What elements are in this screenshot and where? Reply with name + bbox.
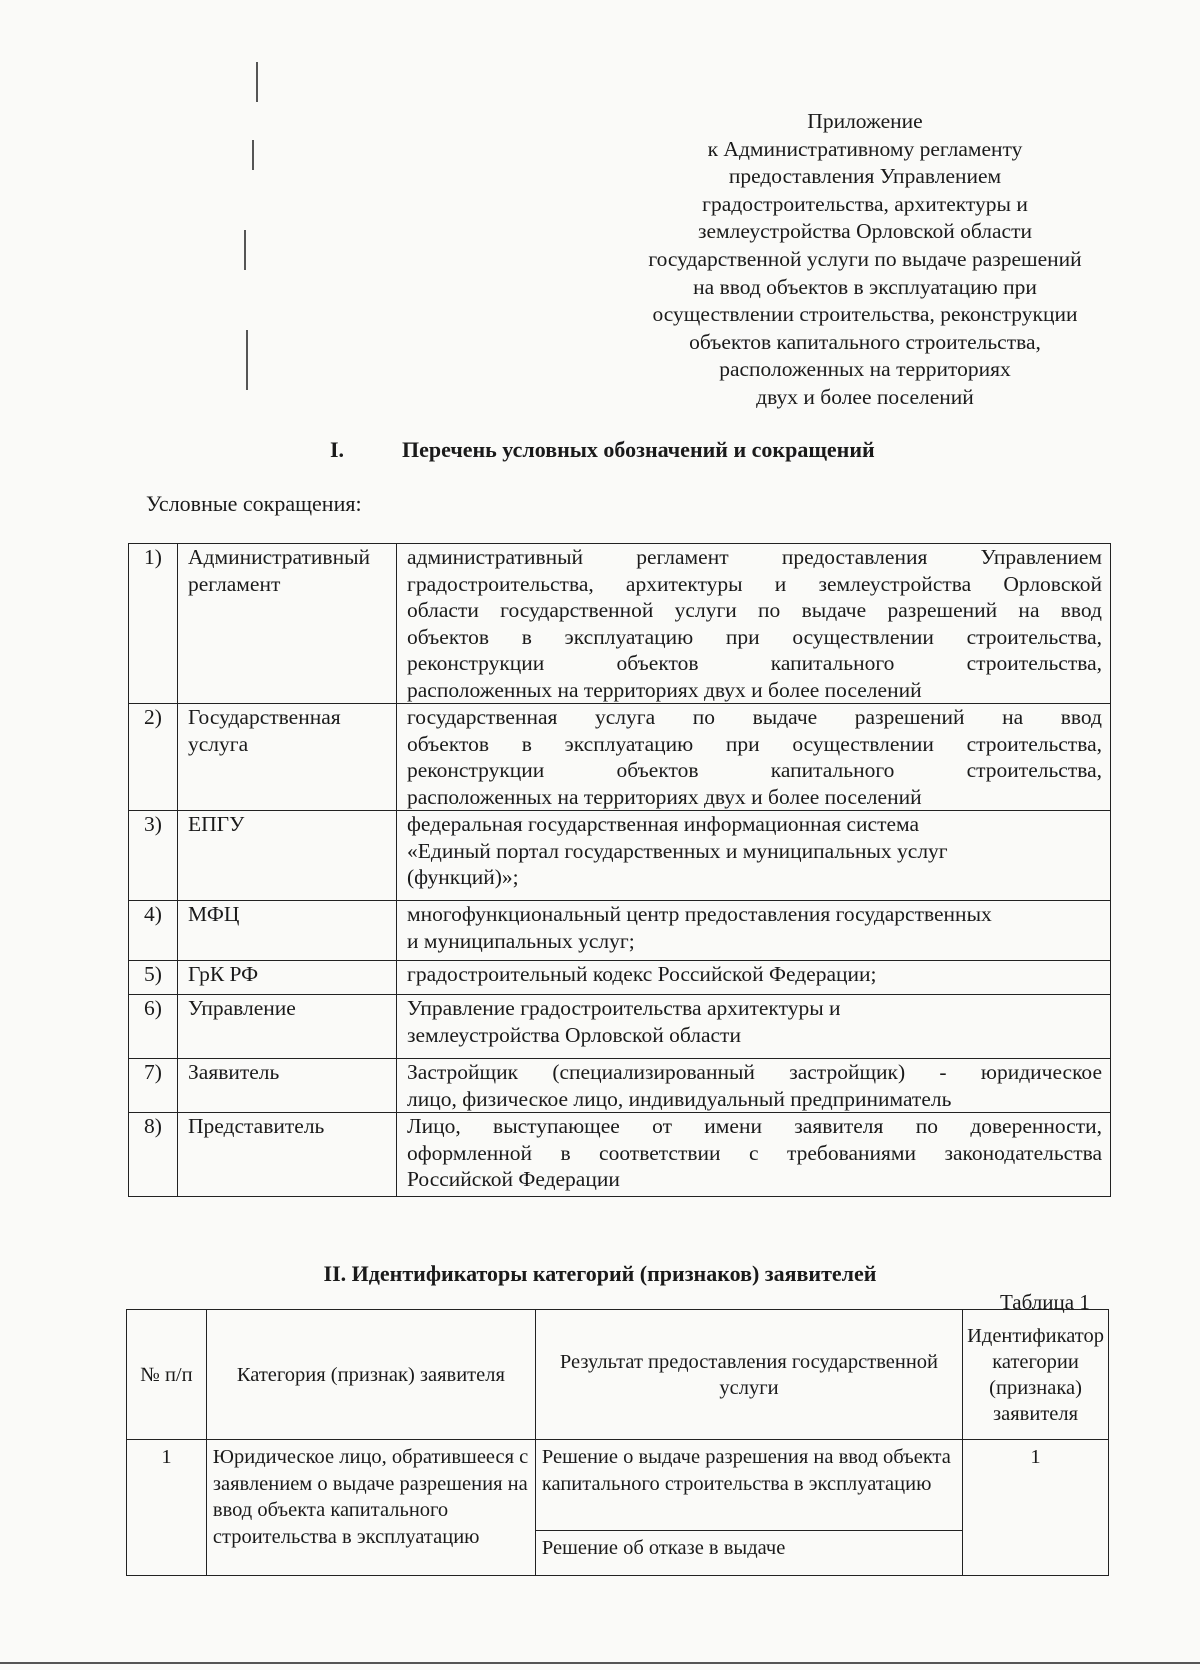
table-row (129, 1113, 1111, 1197)
abbr-definition-line: Застройщик (специализированный застройщик) - юридическое (407, 1060, 1102, 1084)
abbr-definition-line: и муниципальных услуг; (407, 928, 635, 953)
table-row (129, 811, 1111, 901)
abbr-term: Административный регламент (178, 544, 397, 704)
table-header-row (127, 1310, 1109, 1440)
table-row (129, 901, 1111, 961)
abbreviations-table-body (129, 544, 1111, 1197)
abbr-term: ГрК РФ (178, 961, 397, 995)
abbr-definition-line: многофункциональный центр предоставления государственных (407, 902, 992, 926)
table-row (129, 1059, 1111, 1113)
abbr-definition-line: Управление градостроительства архитектуры и (407, 996, 841, 1020)
abbr-term: Управление (178, 995, 397, 1059)
row-category: Юридическое лицо, обратившееся с заявлением о выдаче разрешения на ввод объекта капитального строительства в эксплуатацию (206, 1440, 535, 1576)
abbr-definition-line: реконструкции объектов капитального строительства, (407, 758, 1102, 782)
abbr-definition-line: Лицо, выступающее от имени заявителя по доверенности, (407, 1114, 1102, 1138)
abbr-number: 7) (129, 1059, 178, 1113)
abbr-definition-line: «Единый портал государственных и муниципальных услуг (407, 838, 948, 863)
abbr-term: ЕПГУ (178, 811, 397, 901)
abbr-number: 1) (129, 544, 178, 704)
scan-artifact-line (246, 330, 248, 390)
appendix-line: расположенных на территориях (719, 357, 1011, 382)
abbr-definition (397, 995, 1111, 1059)
table-row (129, 704, 1111, 811)
abbr-definition (397, 704, 1111, 811)
row-identifier: 1 (963, 1440, 1109, 1576)
abbr-definition-line: расположенных на территориях двух и более поселений (407, 784, 922, 809)
section2-title: II. Идентификаторы категорий (признаков) заявителей (323, 1261, 877, 1286)
abbr-definition-line: лицо, физическое лицо, индивидуальный предприниматель (407, 1086, 952, 1111)
abbr-definition-line: административный регламент предоставления Управлением (407, 545, 1102, 569)
header-identifier: Идентификатор категории (признака) заявителя (963, 1310, 1109, 1440)
abbr-definition (397, 811, 1111, 901)
header-result: Результат предоставления государственной услуги (535, 1310, 962, 1440)
scan-artifact-line (0, 1662, 1200, 1664)
abbr-definition-line: Российской Федерации (407, 1167, 620, 1191)
abbr-definition-line: градостроительный кодекс Российской Федерации; (407, 962, 877, 986)
abbr-number: 8) (129, 1113, 178, 1197)
applicant-categories-table (126, 1309, 1109, 1576)
table-row (129, 544, 1111, 704)
abbr-definition (397, 901, 1111, 961)
section1-number: I. (330, 437, 345, 462)
abbr-definition-line: землеустройства Орловской области (407, 1022, 741, 1047)
abbr-term: Заявитель (178, 1059, 397, 1113)
abbr-definition (397, 1113, 1111, 1197)
abbr-term: Представитель (178, 1113, 397, 1197)
abbreviations-table (128, 543, 1111, 1197)
header-number: № п/п (127, 1310, 207, 1440)
appendix-line: на ввод объектов в эксплуатацию при (693, 274, 1037, 299)
abbr-definition-line: объектов в эксплуатацию при осуществлении строительства, (407, 731, 1102, 756)
row-result-refuse: Решение об отказе в выдаче (535, 1531, 962, 1576)
appendix-line: двух и более поселений (756, 384, 974, 409)
abbr-definition-line: федеральная государственная информационная система (407, 812, 920, 836)
abbr-definition-line: реконструкции объектов капитального строительства, (407, 651, 1102, 675)
abbr-definition-line: государственная услуга по выдаче разрешений на ввод (407, 705, 1102, 729)
table-label: Таблица 1 (1000, 1290, 1090, 1314)
abbr-definition-line: расположенных на территориях двух и более поселений (407, 677, 922, 702)
row-result-approve: Решение о выдаче разрешения на ввод объекта капитального строительства в эксплуатацию (535, 1440, 962, 1531)
abbr-definition (397, 961, 1111, 995)
abbr-definition-line: (функций)»; (407, 865, 519, 889)
abbr-number: 4) (129, 901, 178, 961)
scan-artifact-line (244, 230, 246, 270)
abbr-definition-line: градостроительства, архитектуры и землеустройства Орловской (407, 571, 1102, 596)
abbr-definition-line: объектов в эксплуатацию при осуществлении строительства, (407, 624, 1102, 649)
row-number: 1 (127, 1440, 207, 1576)
abbr-definition (397, 1059, 1111, 1113)
abbr-number: 6) (129, 995, 178, 1059)
appendix-line: Приложение (807, 109, 923, 133)
abbreviations-lead: Условные сокращения: (146, 491, 362, 516)
appendix-line: предоставления Управлением (728, 164, 1002, 189)
scan-artifact-line (256, 62, 258, 102)
abbr-definition (397, 544, 1111, 704)
abbr-term: Государственная услуга (178, 704, 397, 811)
section1-title: Перечень условных обозначений и сокращений (402, 437, 875, 462)
appendix-header (600, 108, 1130, 412)
appendix-line: объектов капитального строительства, (689, 329, 1041, 354)
table-row (127, 1440, 1109, 1531)
header-category: Категория (признак) заявителя (206, 1310, 535, 1440)
abbr-definition-line: области государственной услуги по выдаче разрешений на ввод (407, 598, 1102, 622)
table-row (129, 995, 1111, 1059)
appendix-line: осуществлении строительства, реконструкции (652, 302, 1078, 327)
scan-artifact-line (252, 140, 254, 170)
abbr-definition-line: оформленной в соответствии с требованиями законодательства (407, 1140, 1102, 1165)
appendix-line: землеустройства Орловской области (698, 219, 1032, 244)
abbr-number: 5) (129, 961, 178, 995)
table-row (129, 961, 1111, 995)
abbr-number: 2) (129, 704, 178, 811)
appendix-line: государственной услуги по выдаче разрешений (648, 246, 1082, 271)
appendix-line: градостроительства, архитектуры и (702, 191, 1028, 216)
appendix-line: к Административному регламенту (707, 136, 1023, 161)
abbr-number: 3) (129, 811, 178, 901)
abbr-term: МФЦ (178, 901, 397, 961)
